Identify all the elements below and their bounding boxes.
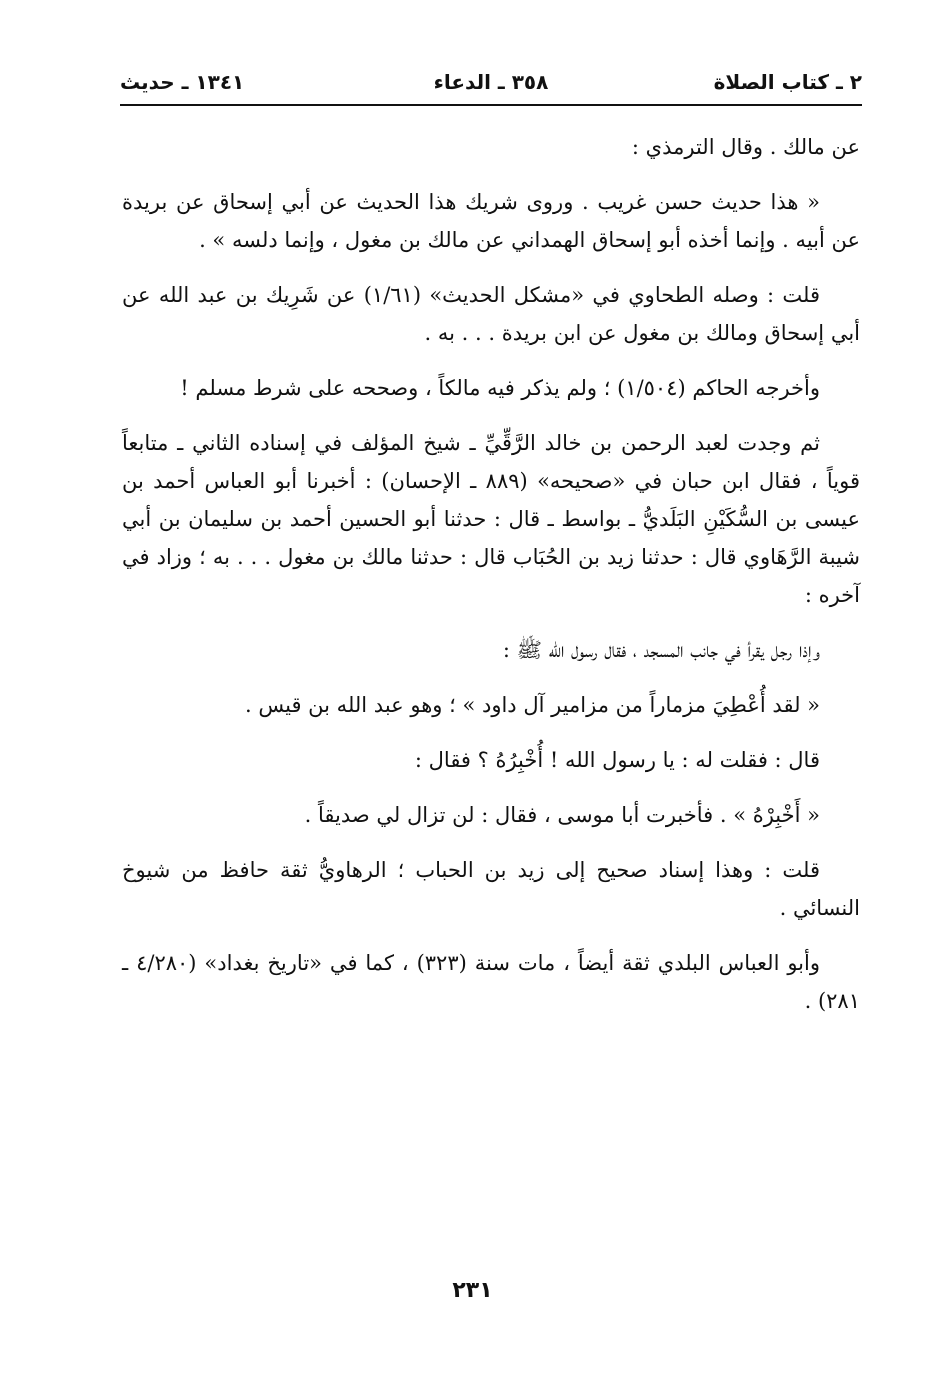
header-chapter-title: ٣٥٨ ـ الدعاء bbox=[433, 70, 549, 94]
paragraph-quote-line-2: « لقد أُعْطِيَ مزماراً من مزامير آل داود » ؛ وهو عبد الله بن قيس . bbox=[245, 693, 820, 717]
paragraph-isnad-note: قلت : وهذا إسناد صحيح إلى زيد بن الحباب ؛ الرهاويُّ ثقة حافظ من شيوخ النسائي . bbox=[122, 858, 860, 920]
page-number: ٢٣١ bbox=[452, 1278, 493, 1303]
paragraph-quote-line-4: « أَخْبِرْهُ » . فأخبرت أبا موسى ، فقال : لن تزال لي صديقاً . bbox=[304, 803, 820, 827]
paragraph-quote-line-1: وإذا رجل يقرأ في جانب المسجد ، فقال رسول الله ﷺ : bbox=[502, 638, 820, 662]
paragraph-continuation: عن مالك . وقال الترمذي : bbox=[631, 135, 860, 159]
page-body bbox=[122, 128, 860, 1037]
paragraph-tirmidhi-quote: « هذا حديث حسن غريب . وروى شريك هذا الحديث عن أبي إسحاق عن بريدة عن أبيه . وإنما أخذه أبو إسحاق الهمداني عن مالك بن مغول ، وإنما دلسه » . bbox=[122, 190, 860, 252]
paragraph-baladi-note: وأبو العباس البلدي ثقة أيضاً ، مات سنة (٣٢٣) ، كما في «تاريخ بغداد» (٤/٢٨٠ ـ ٢٨١) . bbox=[122, 951, 860, 1013]
paragraph-hakim: وأخرجه الحاكم (١/٥٠٤) ؛ ولم يذكر فيه مالكاً ، وصححه على شرط مسلم ! bbox=[180, 376, 820, 400]
header-hadith-number: ١٣٤١ ـ حديث bbox=[120, 70, 245, 94]
paragraph-quote-line-3: قال : فقلت له : يا رسول الله ! أُخْبِرُهُ ؟ فقال : bbox=[414, 748, 820, 772]
paragraph-ibn-hibban: ثم وجدت لعبد الرحمن بن خالد الرَّقِّيِّ ـ شيخ المؤلف في إسناده الثاني ـ متابعاً قوياً ، فقال ابن حبان في «صحيحه» (٨٨٩ ـ الإحسان) : أخبرنا أبو العباس أحمد بن عيسى بن السُّكَيْنِ البَلَديُّ ـ بواسط ـ قال : حدثنا أبو الحسين أحمد بن سليمان بن أبي شيبة الرَّهَاوي قال : حدثنا زيد بن الحُبَاب قال : حدثنا مالك بن مغول . . . به ؛ وزاد في آخره : bbox=[122, 431, 860, 607]
header-rule bbox=[120, 104, 862, 106]
paragraph-tahawi: قلت : وصله الطحاوي في «مشكل الحديث» (١/٦١) عن شَرِيك بن عبد الله عن أبي إسحاق ومالك بن مغول عن ابن بريدة . . . به . bbox=[122, 283, 860, 345]
header-book-title: ٢ ـ كتاب الصلاة bbox=[713, 70, 862, 94]
running-header bbox=[120, 70, 862, 104]
